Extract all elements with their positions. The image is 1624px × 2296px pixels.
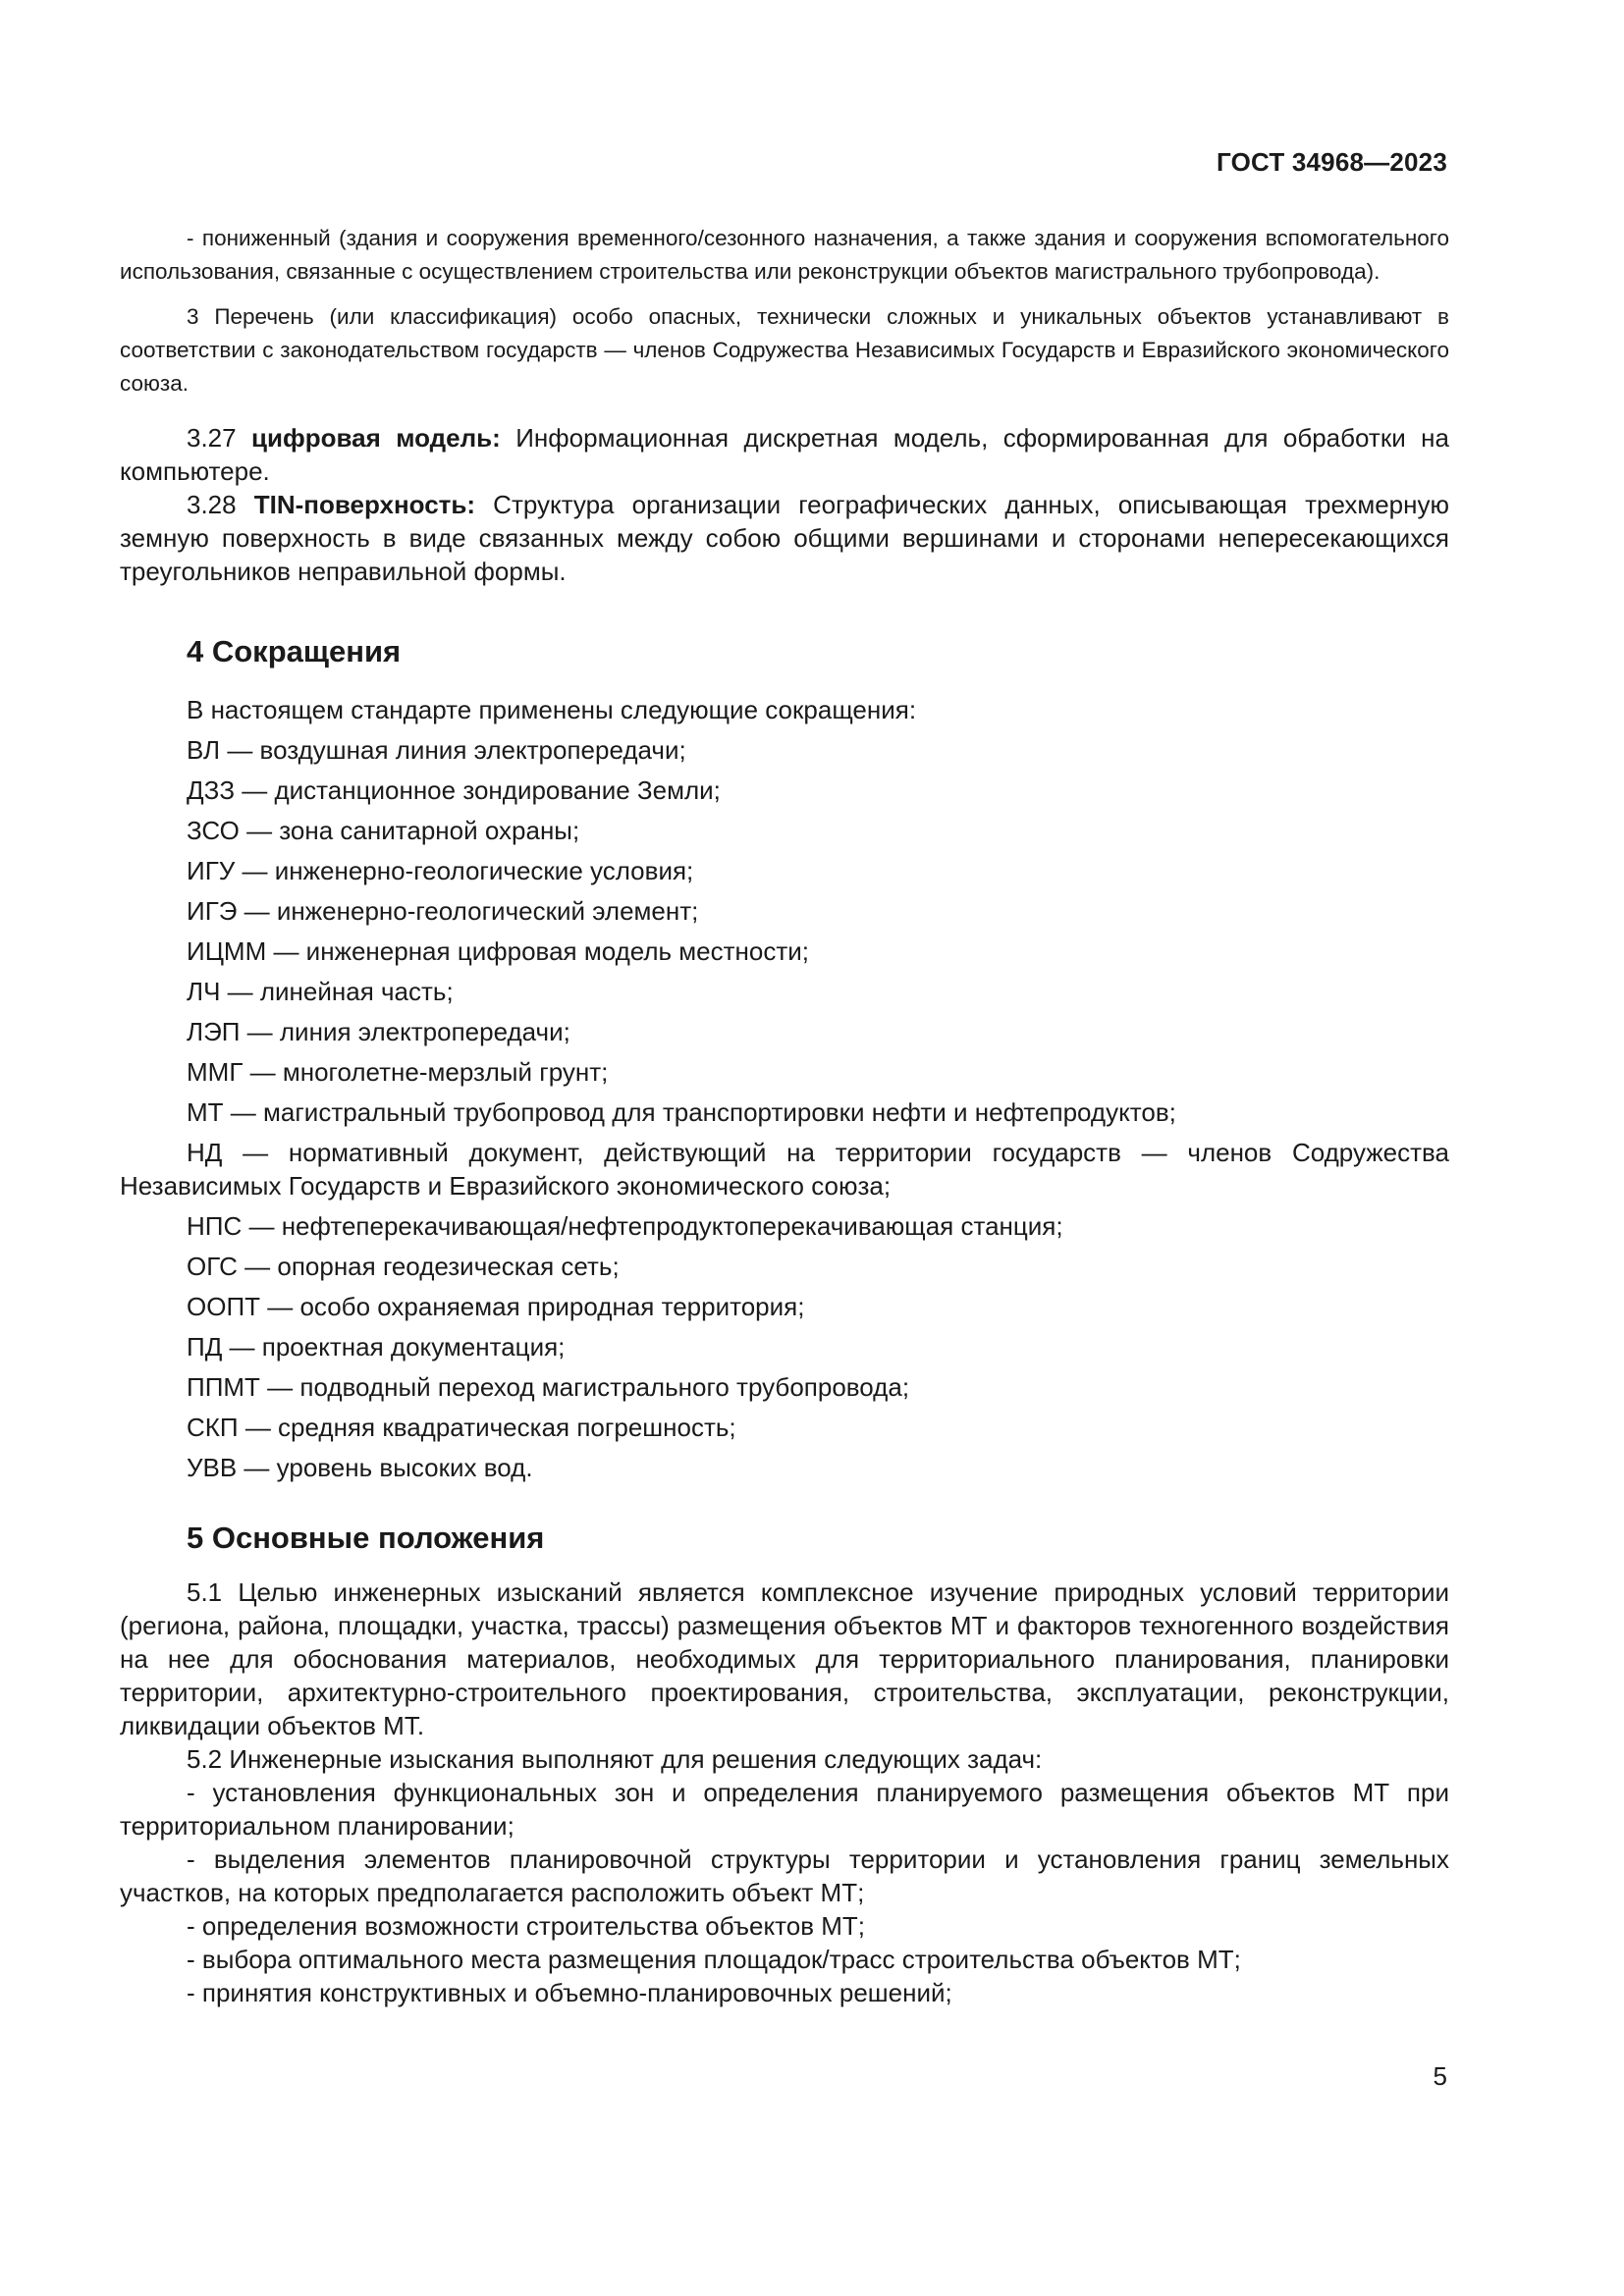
- abbreviation-item: НПС — нефтеперекачивающая/нефтепродуктоперекачивающая станция;: [187, 1211, 1063, 1241]
- abbreviation-item: ЗСО — зона санитарной охраны;: [187, 816, 580, 845]
- term-3-27: [120, 421, 1449, 488]
- section-5-list-item: - выделения элементов планировочной структуры территории и установления границ земельных участков, на которых предполагается расположить объект МТ;: [120, 1844, 1449, 1907]
- note-paragraph: 3 Перечень (или классификация) особо опасных, технически сложных и уникальных объектов устанавливают в соответствии с законодательством государств — членов Содружества Независимых Государств и Евразийского экономического союза.: [120, 304, 1449, 396]
- term-3-28: [120, 488, 1449, 588]
- page-content: [120, 222, 1449, 2009]
- term-name: цифровая модель:: [251, 423, 501, 453]
- term-definition: Структура организации географических данных, описывающая трехмерную земную поверхность в виде связанных между собою общими вершинами и сторонами непересекающихся треугольников неправильной формы.: [120, 490, 1449, 586]
- section-4-title: 4 Сокращения: [187, 634, 402, 668]
- abbreviation-item: ИГЭ — инженерно-геологический элемент;: [187, 896, 699, 926]
- section-5: [120, 1519, 1449, 2009]
- section-5-list-item: - выбора оптимального места размещения площадок/трасс строительства объектов МТ;: [187, 1945, 1241, 1974]
- abbreviation-item: ПД — проектная документация;: [187, 1332, 566, 1362]
- term-number: 3.27: [187, 423, 237, 453]
- term-number: 3.28: [187, 490, 237, 519]
- terms-block: [120, 421, 1449, 588]
- section-5-list-item: - принятия конструктивных и объемно-планировочных решений;: [187, 1978, 952, 2007]
- standard-code: ГОСТ 34968—2023: [1217, 147, 1447, 177]
- abbreviation-item: МТ — магистральный трубопровод для транспортировки нефти и нефтепродуктов;: [187, 1097, 1176, 1127]
- abbreviations-list: [120, 693, 1449, 1484]
- term-name: TIN-поверхность:: [253, 490, 476, 519]
- section-5-paragraph: 5.2 Инженерные изыскания выполняют для решения следующих задач:: [187, 1744, 1043, 1774]
- abbreviation-item: УВВ — уровень высоких вод.: [187, 1453, 533, 1482]
- abbreviation-item: ИГУ — инженерно-геологические условия;: [187, 856, 694, 885]
- abbreviations-intro: В настоящем стандарте применены следующие сокращения:: [187, 695, 917, 724]
- abbreviation-item: ВЛ — воздушная линия электропередачи;: [187, 735, 686, 765]
- abbreviation-item: ММГ — многолетне-мерзлый грунт;: [187, 1057, 609, 1087]
- section-5-list-item: - установления функциональных зон и определения планируемого размещения объектов МТ при территориальном планировании;: [120, 1778, 1449, 1841]
- abbreviation-item: ДЗЗ — дистанционное зондирование Земли;: [187, 775, 721, 805]
- section-5-body: [120, 1575, 1449, 2009]
- page-number: 5: [1433, 2061, 1447, 2091]
- abbreviation-item: ППМТ — подводный переход магистрального трубопровода;: [187, 1372, 910, 1402]
- abbreviation-item: ЛЭП — линия электропередачи;: [187, 1017, 570, 1046]
- abbreviation-item: СКП — средняя квадратическая погрешность;: [187, 1413, 736, 1442]
- abbreviation-item: НД — нормативный документ, действующий на территории государств — членов Содружества Независимых Государств и Евразийского экономического союза;: [120, 1138, 1449, 1201]
- abbreviation-item: ООПТ — особо охраняемая природная территория;: [187, 1292, 805, 1321]
- section-5-list-item: - определения возможности строительства объектов МТ;: [187, 1911, 866, 1941]
- section-5-paragraph: 5.1 Целью инженерных изысканий является комплексное изучение природных условий территории (региона, района, площадки, участка, трассы) размещения объектов МТ и факторов техногенного воздействия на нее для обоснования материалов, необходимых для территориального планирования, планировки территории, архитектурно-строительного проектирования, строительства, эксплуатации, реконструкции, ликвидации объектов МТ.: [120, 1577, 1449, 1740]
- abbreviation-item: ОГС — опорная геодезическая сеть;: [187, 1252, 620, 1281]
- term-definition: Информационная дискретная модель, сформированная для обработки на компьютере.: [120, 423, 1449, 486]
- section-5-title: 5 Основные положения: [187, 1521, 545, 1555]
- abbreviation-item: ИЦММ — инженерная цифровая модель местности;: [187, 936, 810, 966]
- abbreviation-item: ЛЧ — линейная часть;: [187, 977, 454, 1006]
- note-paragraph: - пониженный (здания и сооружения временного/сезонного назначения, а также здания и сооружения вспомогательного использования, связанные с осуществлением строительства или реконструкции объектов магистрального трубопровода).: [120, 226, 1449, 284]
